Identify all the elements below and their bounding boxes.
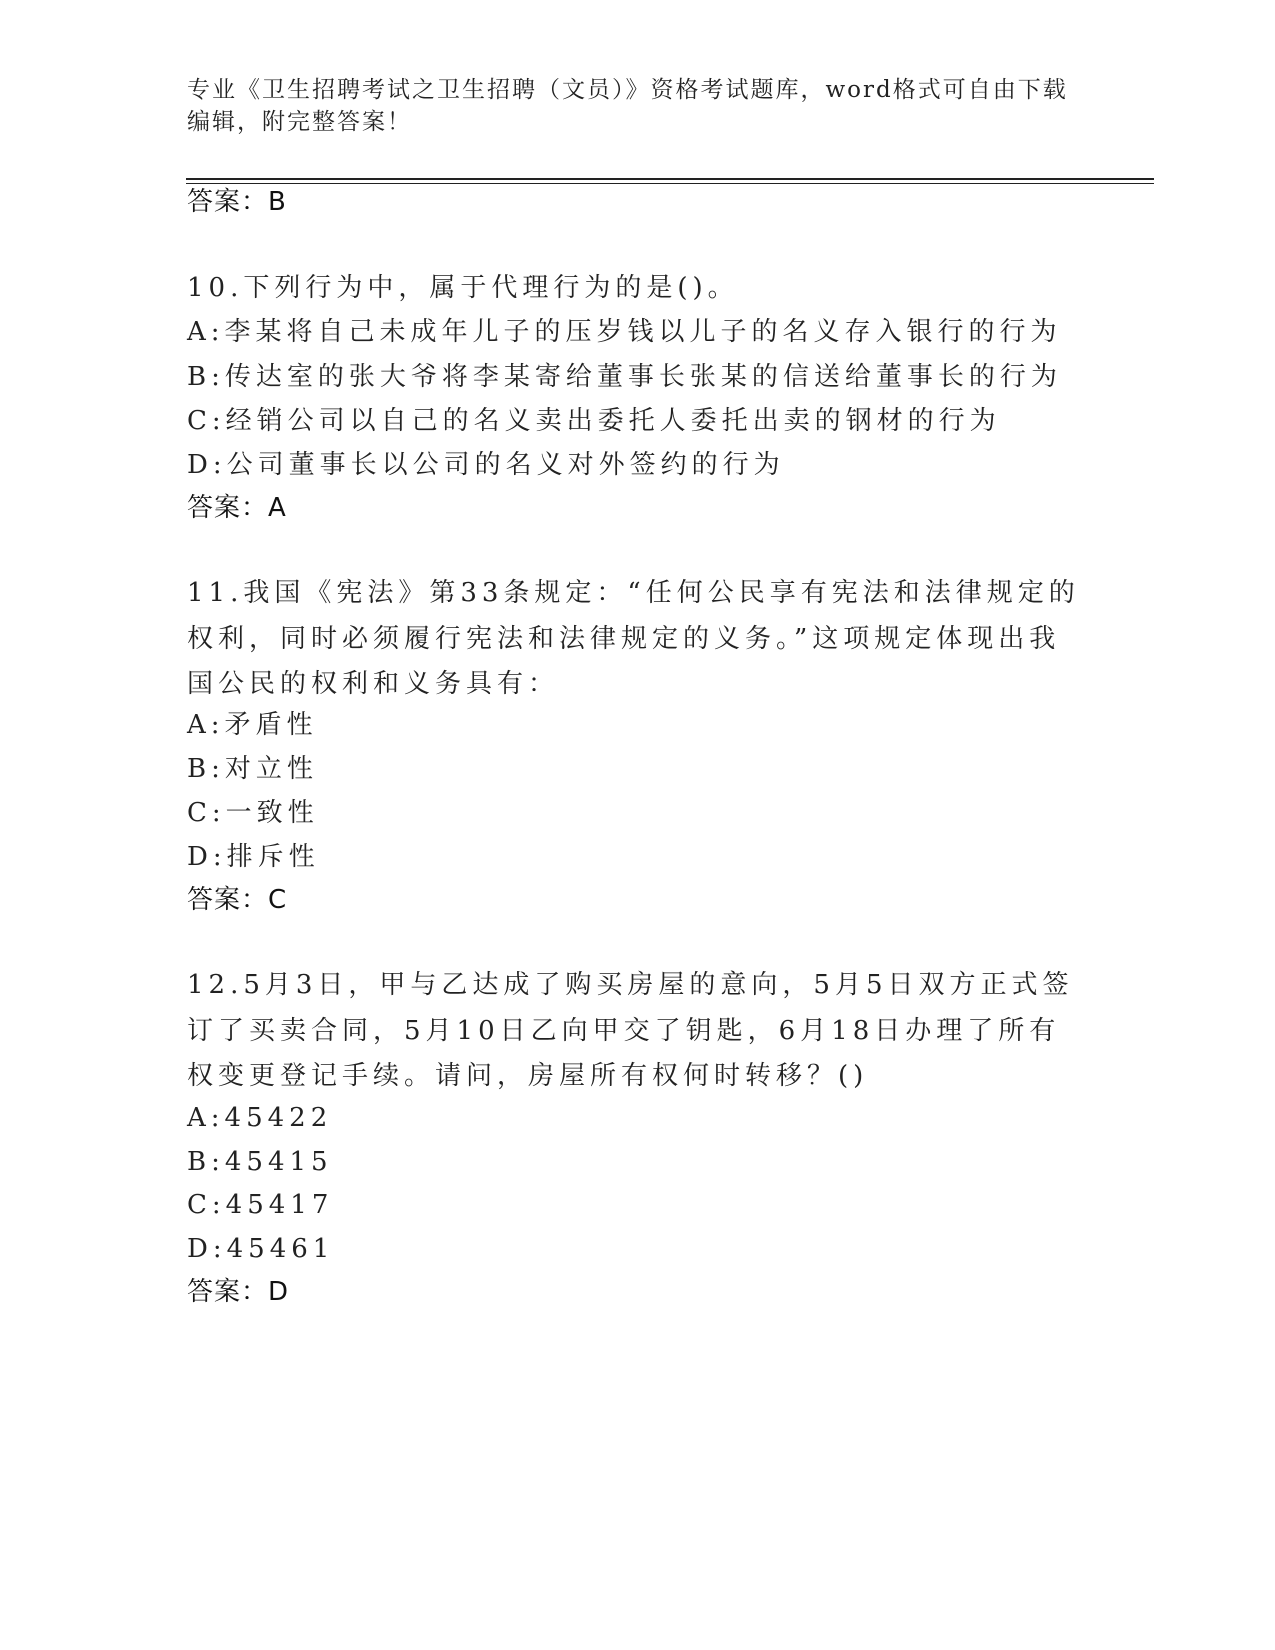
question-10-answer: 答案：A bbox=[187, 493, 287, 523]
document-header: 专业《卫生招聘考试之卫生招聘（文员）》资格考试题库，word格式可自由下载编辑，附完整答案！ bbox=[187, 77, 1068, 135]
answer-prev: 答案：B bbox=[187, 187, 287, 217]
question-10-option-c: C:经销公司以自己的名义卖出委托人委托出卖的钢材的行为 bbox=[187, 406, 1001, 436]
question-12-option-d: D:45461 bbox=[187, 1234, 335, 1264]
question-12-option-b: B:45415 bbox=[187, 1147, 333, 1177]
header-divider bbox=[186, 178, 1154, 180]
question-10-option-a: A:李某将自己未成年儿子的压岁钱以儿子的名义存入银行的行为 bbox=[187, 317, 1062, 347]
question-11-option-b: B:对立性 bbox=[187, 754, 318, 784]
question-11-option-c: C:一致性 bbox=[187, 798, 319, 828]
header-divider-thin bbox=[186, 183, 1154, 184]
question-11-option-a: A:矛盾性 bbox=[187, 710, 318, 740]
question-12-stem: 12.5月3日，甲与乙达成了购买房屋的意向，5月5日双方正式签订了买卖合同，5月10日乙向甲交了钥匙，6月18日办理了所有权变更登记手续。请问，房屋所有权何时转移？() bbox=[187, 970, 1074, 1091]
question-11-option-d: D:排斥性 bbox=[187, 842, 320, 872]
question-12-answer: 答案：D bbox=[187, 1277, 290, 1307]
question-12-option-a: A:45422 bbox=[187, 1103, 333, 1133]
question-11-answer: 答案：C bbox=[187, 885, 288, 915]
question-10-option-b: B:传达室的张大爷将李某寄给董事长张某的信送给董事长的行为 bbox=[187, 362, 1062, 392]
question-10-option-d: D:公司董事长以公司的名义对外签约的行为 bbox=[187, 450, 785, 480]
question-12-option-c: C:45417 bbox=[187, 1190, 334, 1220]
question-10-stem: 10.下列行为中，属于代理行为的是()。 bbox=[187, 273, 739, 303]
question-11-stem: 11.我国《宪法》第33条规定：“任何公民享有宪法和法律规定的权利，同时必须履行宪法和法律规定的义务。”这项规定体现出我国公民的权利和义务具有： bbox=[187, 578, 1080, 699]
